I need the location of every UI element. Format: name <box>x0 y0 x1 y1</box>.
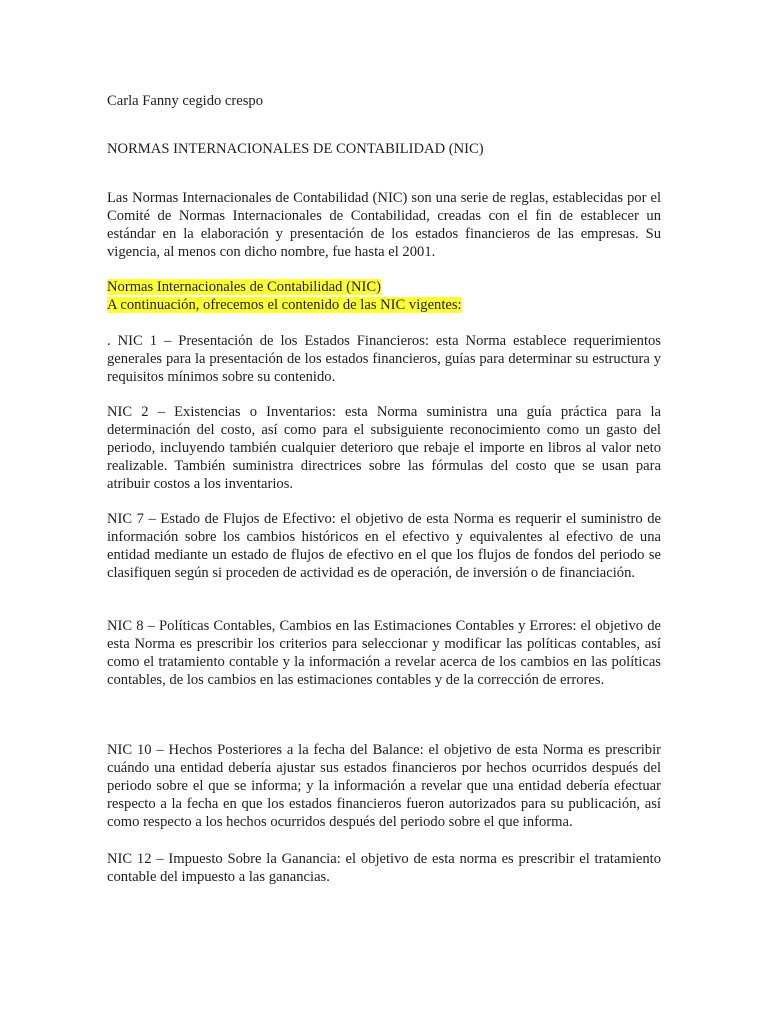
author-name: Carla Fanny cegido crespo <box>107 93 264 109</box>
nic8-paragraph: NIC 8 – Políticas Contables, Cambios en las Estimaciones Contables y Errores: el objetivo de esta Norma es prescribir los criterios para seleccionar y modificar las políticas contables, así como el tratamiento contable y la información a revelar acerca de los cambios en las políticas contables, de los cambios en las estimaciones contables y de la corrección de errores. <box>107 618 661 688</box>
nic12-paragraph: NIC 12 – Impuesto Sobre la Ganancia: el objetivo de esta norma es prescribir el tratamiento contable del impuesto a las ganancias. <box>107 851 661 885</box>
highlighted-heading <box>107 278 661 314</box>
highlighted-line-1: Normas Internacionales de Contabilidad (NIC) <box>107 279 381 295</box>
nic2-paragraph: NIC 2 – Existencias o Inventarios: esta Norma suministra una guía práctica para la determinación del costo, así como para el subsiguiente reconocimiento como un gasto del periodo, incluyendo también cualquier deterioro que rebaje el importe en libros al valor neto realizable. También suministra directrices sobre las fórmulas del costo que se usan para atribuir costos a los inventarios. <box>107 404 661 492</box>
intro-paragraph: Las Normas Internacionales de Contabilidad (NIC) son una serie de reglas, establecidas por el Comité de Normas Internacionales de Contabilidad, creadas con el fin de establecer un estándar en la elaboración y presentación de los estados financieros de las empresas. Su vigencia, al menos con dicho nombre, fue hasta el 2001. <box>107 190 661 260</box>
nic7-paragraph: NIC 7 – Estado de Flujos de Efectivo: el objetivo de esta Norma es requerir el suministro de información sobre los cambios históricos en el efectivo y equivalentes al efectivo de una entidad mediante un estado de flujos de efectivo en el que los flujos de fondos del periodo se clasifiquen según si proceden de actividad es de operación, de inversión o de financiación. <box>107 511 661 581</box>
nic1-paragraph: . NIC 1 – Presentación de los Estados Financieros: esta Norma establece requerimientos generales para la presentación de los estados financieros, guías para determinar su estructura y requisitos mínimos sobre su contenido. <box>107 333 661 385</box>
highlighted-line-2: A continuación, ofrecemos el contenido de las NIC vigentes: <box>107 297 462 313</box>
document-title: NORMAS INTERNACIONALES DE CONTABILIDAD (NIC) <box>107 141 484 157</box>
nic10-paragraph: NIC 10 – Hechos Posteriores a la fecha del Balance: el objetivo de esta Norma es prescribir cuándo una entidad debería ajustar sus estados financieros por hechos ocurridos después del periodo sobre el que se informa; y la información a revelar que una entidad debería efectuar respecto a la fecha en que los estados financieros fueron autorizados para su publicación, así como respecto a los hechos ocurridos después del periodo sobre el que informa. <box>107 742 661 830</box>
